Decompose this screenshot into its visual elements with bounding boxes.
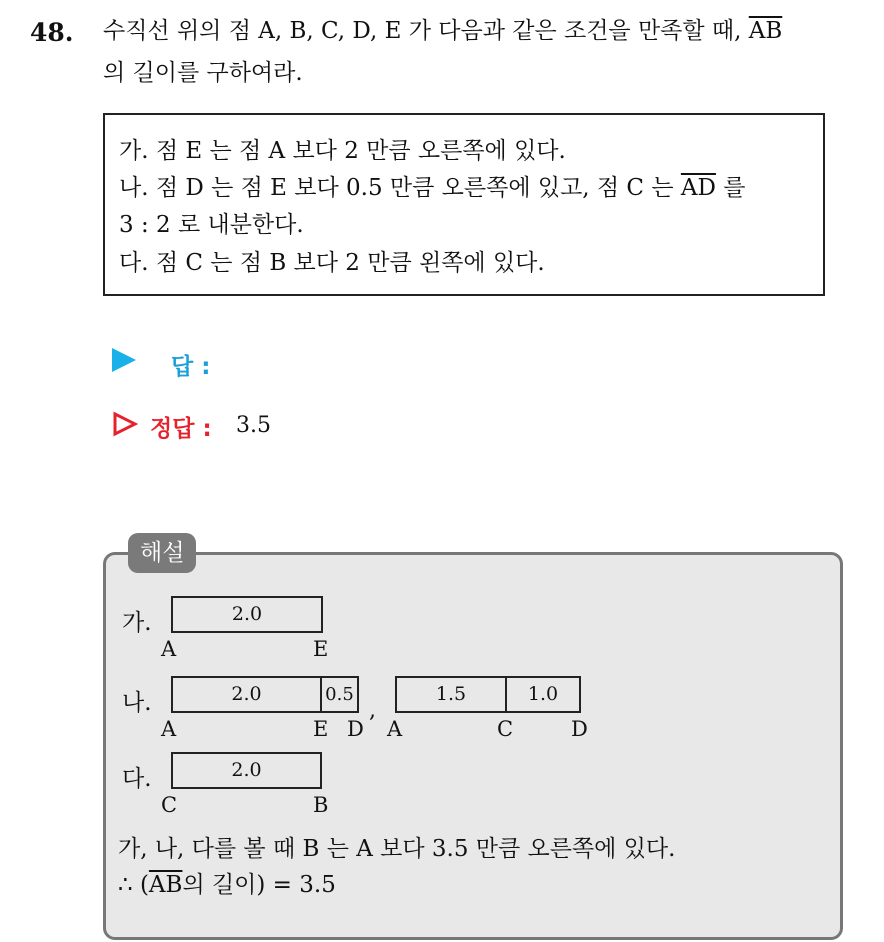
question-text-line2: 의 길이를 구하여라. <box>103 60 303 86</box>
point-label-a: A <box>161 637 177 661</box>
row-na-comma: , <box>369 698 376 723</box>
correct-answer-label: 정답 : <box>150 416 212 442</box>
point-label-c: C <box>161 793 178 817</box>
segment-ab-overline: $\overline{AB}$ <box>748 18 783 44</box>
answer-arrow-icon <box>112 348 136 372</box>
conclusion-prefix: ∴ ( <box>118 872 149 898</box>
row-na-prefix: 나. <box>122 690 152 716</box>
condition-ga: 가. 점 E 는 점 A 보다 2 만큼 오른쪽에 있다. <box>119 138 566 164</box>
point-label-c: C <box>497 717 514 741</box>
correct-answer-value: 3.5 <box>236 413 271 438</box>
point-label-e: E <box>313 637 329 661</box>
segment-cd: 1.0 <box>505 676 581 713</box>
row-da-prefix: 다. <box>122 766 152 792</box>
explanation-summary: 가, 나, 다를 볼 때 B 는 A 보다 3.5 만큼 오른쪽에 있다. <box>118 836 676 862</box>
question-number: 48. <box>30 18 74 47</box>
explanation-tag: 해설 <box>128 533 196 573</box>
segment-ad-overline: $\overline{AD}$ <box>680 175 716 201</box>
point-label-e: E <box>313 717 329 741</box>
point-label-a: A <box>387 717 403 741</box>
point-label-d: D <box>347 717 364 741</box>
condition-na-b: 를 <box>715 175 746 201</box>
segment-ae: 2.0 <box>171 676 322 713</box>
row-ga-prefix: 가. <box>122 610 152 636</box>
segment-ac: 1.5 <box>395 676 507 713</box>
question-text-line1 <box>103 20 782 43</box>
conclusion-suffix: 의 길이) = 3.5 <box>182 872 336 898</box>
correct-arrow-icon <box>112 411 138 437</box>
answer-label: 답 : <box>171 354 211 380</box>
question-text-a: 수직선 위의 점 A, B, C, D, E 가 다음과 같은 조건을 만족할 때, <box>103 18 749 44</box>
condition-na <box>119 177 745 200</box>
point-label-b: B <box>313 793 329 817</box>
condition-na-continued: 3 : 2 로 내분한다. <box>119 212 304 238</box>
explanation-conclusion <box>118 874 336 897</box>
segment-ed: 0.5 <box>320 676 359 713</box>
segment-cb: 2.0 <box>171 752 322 789</box>
point-label-a: A <box>161 717 177 741</box>
segment-ab-overline: $\overline{AB}$ <box>148 872 183 898</box>
condition-da: 다. 점 C 는 점 B 보다 2 만큼 왼쪽에 있다. <box>119 250 545 276</box>
point-label-d: D <box>571 717 588 741</box>
condition-na-a: 나. 점 D 는 점 E 보다 0.5 만큼 오른쪽에 있고, 점 C 는 <box>119 175 681 201</box>
segment-ae: 2.0 <box>171 596 323 633</box>
